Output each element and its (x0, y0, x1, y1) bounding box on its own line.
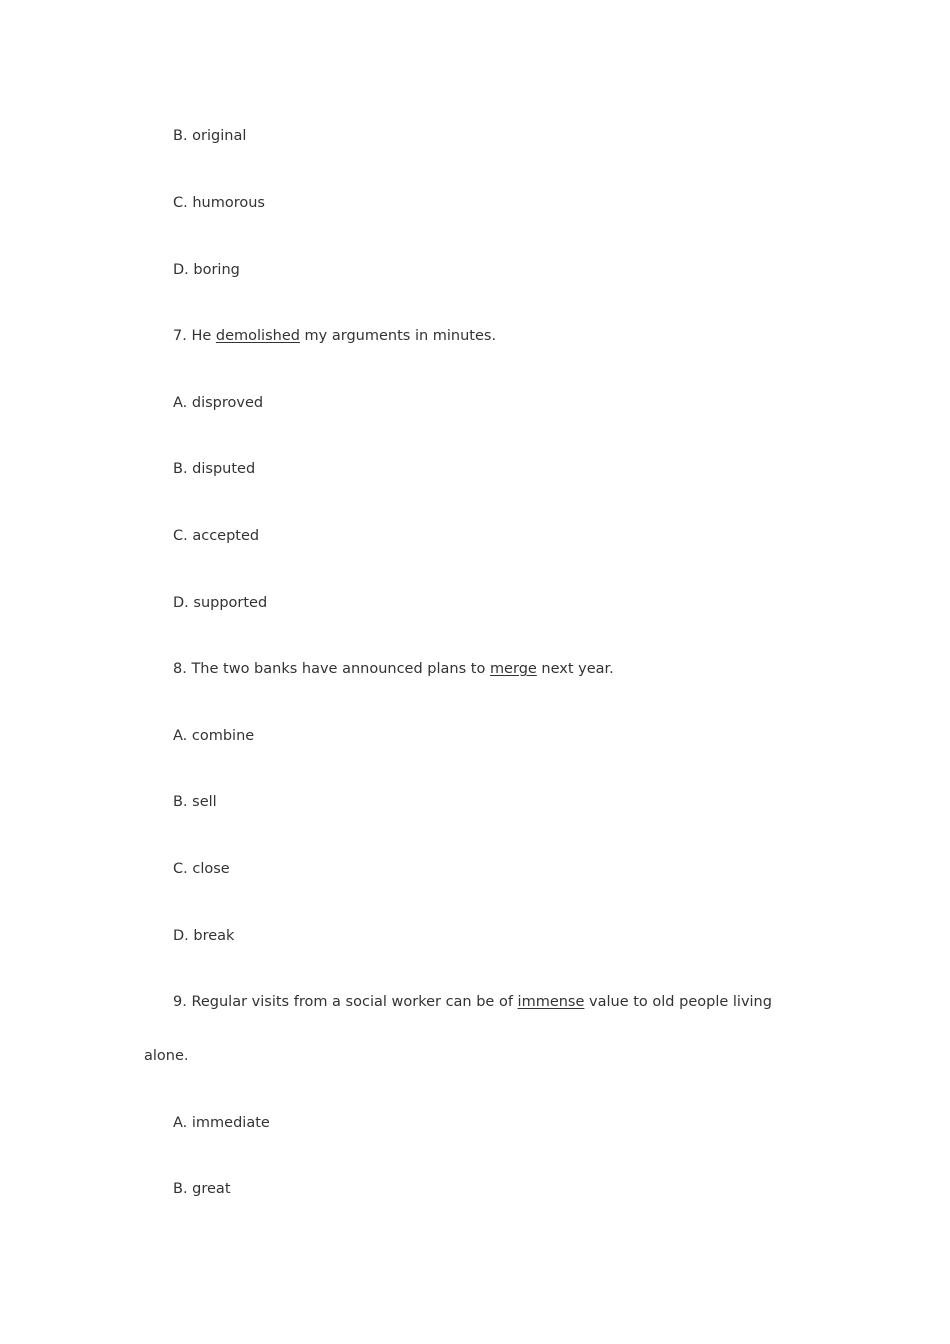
q6-option-c: C. humorous (173, 195, 265, 211)
q9-stem-post: value to old people living (584, 994, 772, 1010)
q7-stem-post: my arguments in minutes. (299, 328, 497, 344)
q6-option-b: B. original (173, 128, 247, 144)
q8-stem (173, 659, 614, 679)
q7-stem-pre: 7. He (173, 328, 216, 344)
q9-key-word: immense (517, 994, 585, 1010)
q9-stem-pre: 9. Regular visits from a social worker can be of (173, 994, 518, 1010)
q8-stem-pre: 8. The two banks have announced plans to (173, 661, 490, 677)
q8-stem-post: next year. (536, 661, 614, 677)
q8-option-c: C. close (173, 861, 230, 877)
q7-option-a: A. disproved (173, 395, 264, 411)
q7-stem (173, 326, 496, 346)
q9-option-b: B. great (173, 1181, 231, 1197)
q7-option-c: C. accepted (173, 528, 260, 544)
q9-stem (173, 992, 772, 1012)
q7-key-word: demolished (215, 328, 300, 344)
q8-option-b: B. sell (173, 794, 217, 810)
q9-stem-continuation: alone. (144, 1048, 189, 1064)
q9-option-a: A. immediate (173, 1115, 270, 1131)
q8-key-word: merge (489, 661, 537, 677)
q6-option-d: D. boring (173, 262, 240, 278)
q8-option-d: D. break (173, 928, 235, 944)
q7-option-d: D. supported (173, 595, 268, 611)
q8-option-a: A. combine (173, 728, 255, 744)
q7-option-b: B. disputed (173, 461, 256, 477)
